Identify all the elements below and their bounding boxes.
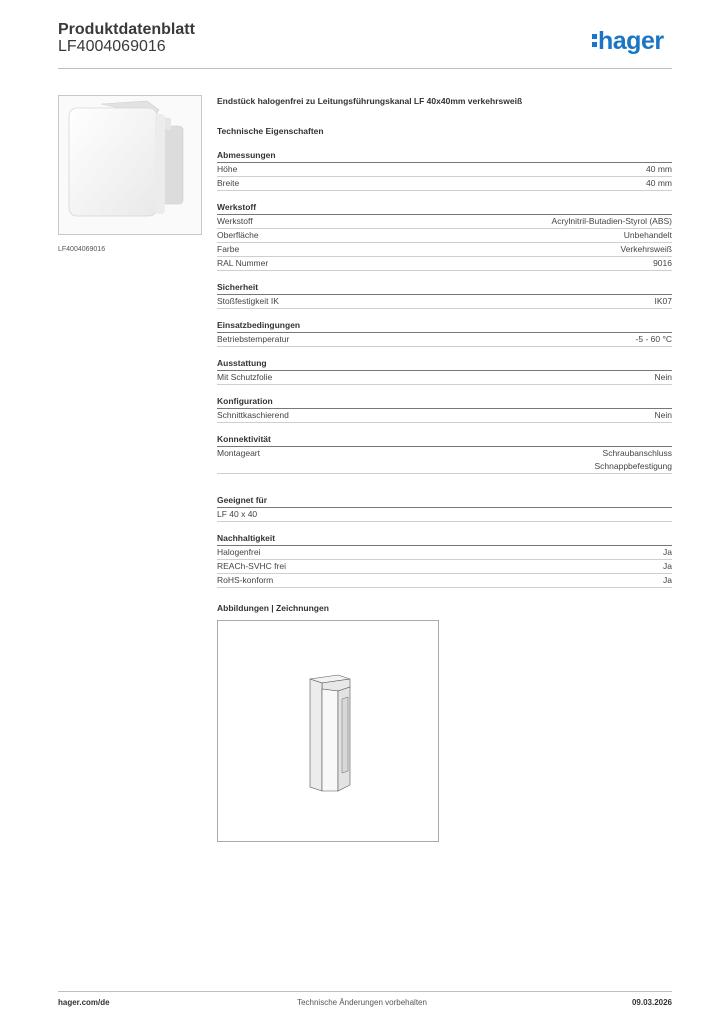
section-geeignet-fuer (217, 494, 672, 522)
row-label: Höhe (217, 164, 238, 174)
table-row (217, 243, 672, 257)
end-cap-drawing-icon (218, 621, 438, 841)
drawings-heading: Abbildungen | Zeichnungen (217, 603, 329, 613)
logo-dots-icon (592, 32, 597, 48)
section-konfiguration (217, 395, 672, 423)
row-label: Montageart (217, 448, 260, 458)
section-title: Werkstoff (217, 201, 672, 215)
row-value: -5 - 60 °C (635, 334, 672, 344)
footer-notice: Technische Änderungen vorbehalten (297, 998, 427, 1007)
table-row (217, 163, 672, 177)
section-title: Ausstattung (217, 357, 672, 371)
photo-caption: LF4004069016 (58, 246, 106, 253)
section-title: Geeignet für (217, 494, 672, 508)
row-label: Betriebstemperatur (217, 334, 290, 344)
row-value: Ja (663, 575, 672, 585)
table-row (217, 508, 672, 522)
table-row (217, 295, 672, 309)
table-row (217, 546, 672, 560)
section-title: Sicherheit (217, 281, 672, 295)
section-abmessungen (217, 149, 672, 191)
section-title: Einsatzbedingungen (217, 319, 672, 333)
table-row (217, 333, 672, 347)
section-konnektivitaet (217, 433, 672, 474)
table-row (217, 409, 672, 423)
table-row (217, 257, 672, 271)
document-title: Produktdatenblatt (58, 21, 195, 38)
row-value: 40 mm (646, 178, 672, 188)
footer-website: hager.com/de (58, 998, 110, 1007)
row-value (594, 447, 672, 473)
section-werkstoff (217, 201, 672, 271)
row-label: RAL Nummer (217, 258, 269, 268)
product-number: LF4004069016 (58, 38, 166, 55)
footer-divider (58, 991, 672, 992)
row-label: LF 40 x 40 (217, 509, 258, 519)
product-description: Endstück halogenfrei zu Leitungsführungskanal LF 40x40mm verkehrsweiß (217, 96, 523, 106)
row-value: Verkehrsweiß (620, 244, 672, 254)
footer-date: 09.03.2026 (631, 998, 672, 1007)
table-row (217, 215, 672, 229)
section-title: Konfiguration (217, 395, 672, 409)
row-value: Nein (654, 410, 672, 420)
technical-properties-heading: Technische Eigenschaften (217, 126, 324, 136)
row-value: Acrylnitril-Butadien-Styrol (ABS) (551, 216, 672, 226)
row-label: Halogenfrei (217, 547, 261, 557)
table-row (217, 447, 672, 474)
row-label: RoHS-konform (217, 575, 274, 585)
section-title: Konnektivität (217, 433, 672, 447)
row-value: IK07 (654, 296, 672, 306)
table-row (217, 371, 672, 385)
section-ausstattung (217, 357, 672, 385)
section-title: Nachhaltigkeit (217, 532, 672, 546)
row-label: Stoßfestigkeit IK (217, 296, 279, 306)
row-value: Ja (663, 561, 672, 571)
technical-drawing (217, 620, 439, 842)
section-nachhaltigkeit (217, 532, 672, 588)
row-label: Farbe (217, 244, 240, 254)
table-row (217, 560, 672, 574)
header-divider (58, 68, 672, 69)
section-sicherheit (217, 281, 672, 309)
product-photo (58, 95, 202, 235)
section-einsatzbedingungen (217, 319, 672, 347)
row-value: Nein (654, 372, 672, 382)
section-title: Abmessungen (217, 149, 672, 163)
row-label: Mit Schutzfolie (217, 372, 273, 382)
table-row (217, 177, 672, 191)
row-label: Werkstoff (217, 216, 253, 226)
row-value-line: Schnappbefestigung (594, 461, 672, 471)
hager-logo (592, 26, 664, 56)
row-value: 9016 (653, 258, 672, 268)
row-value: 40 mm (646, 164, 672, 174)
end-cap-photo-icon (59, 96, 201, 234)
row-label: Oberfläche (217, 230, 259, 240)
table-row (217, 574, 672, 588)
product-details (217, 95, 672, 842)
table-row (217, 229, 672, 243)
row-value-line: Schraubanschluss (602, 448, 672, 458)
row-label: Schnittkaschierend (217, 410, 289, 420)
row-value: Ja (663, 547, 672, 557)
row-label: Breite (217, 178, 240, 188)
row-value: Unbehandelt (623, 230, 672, 240)
row-label: REACh-SVHC frei (217, 561, 286, 571)
logo-text: hager (598, 27, 664, 55)
